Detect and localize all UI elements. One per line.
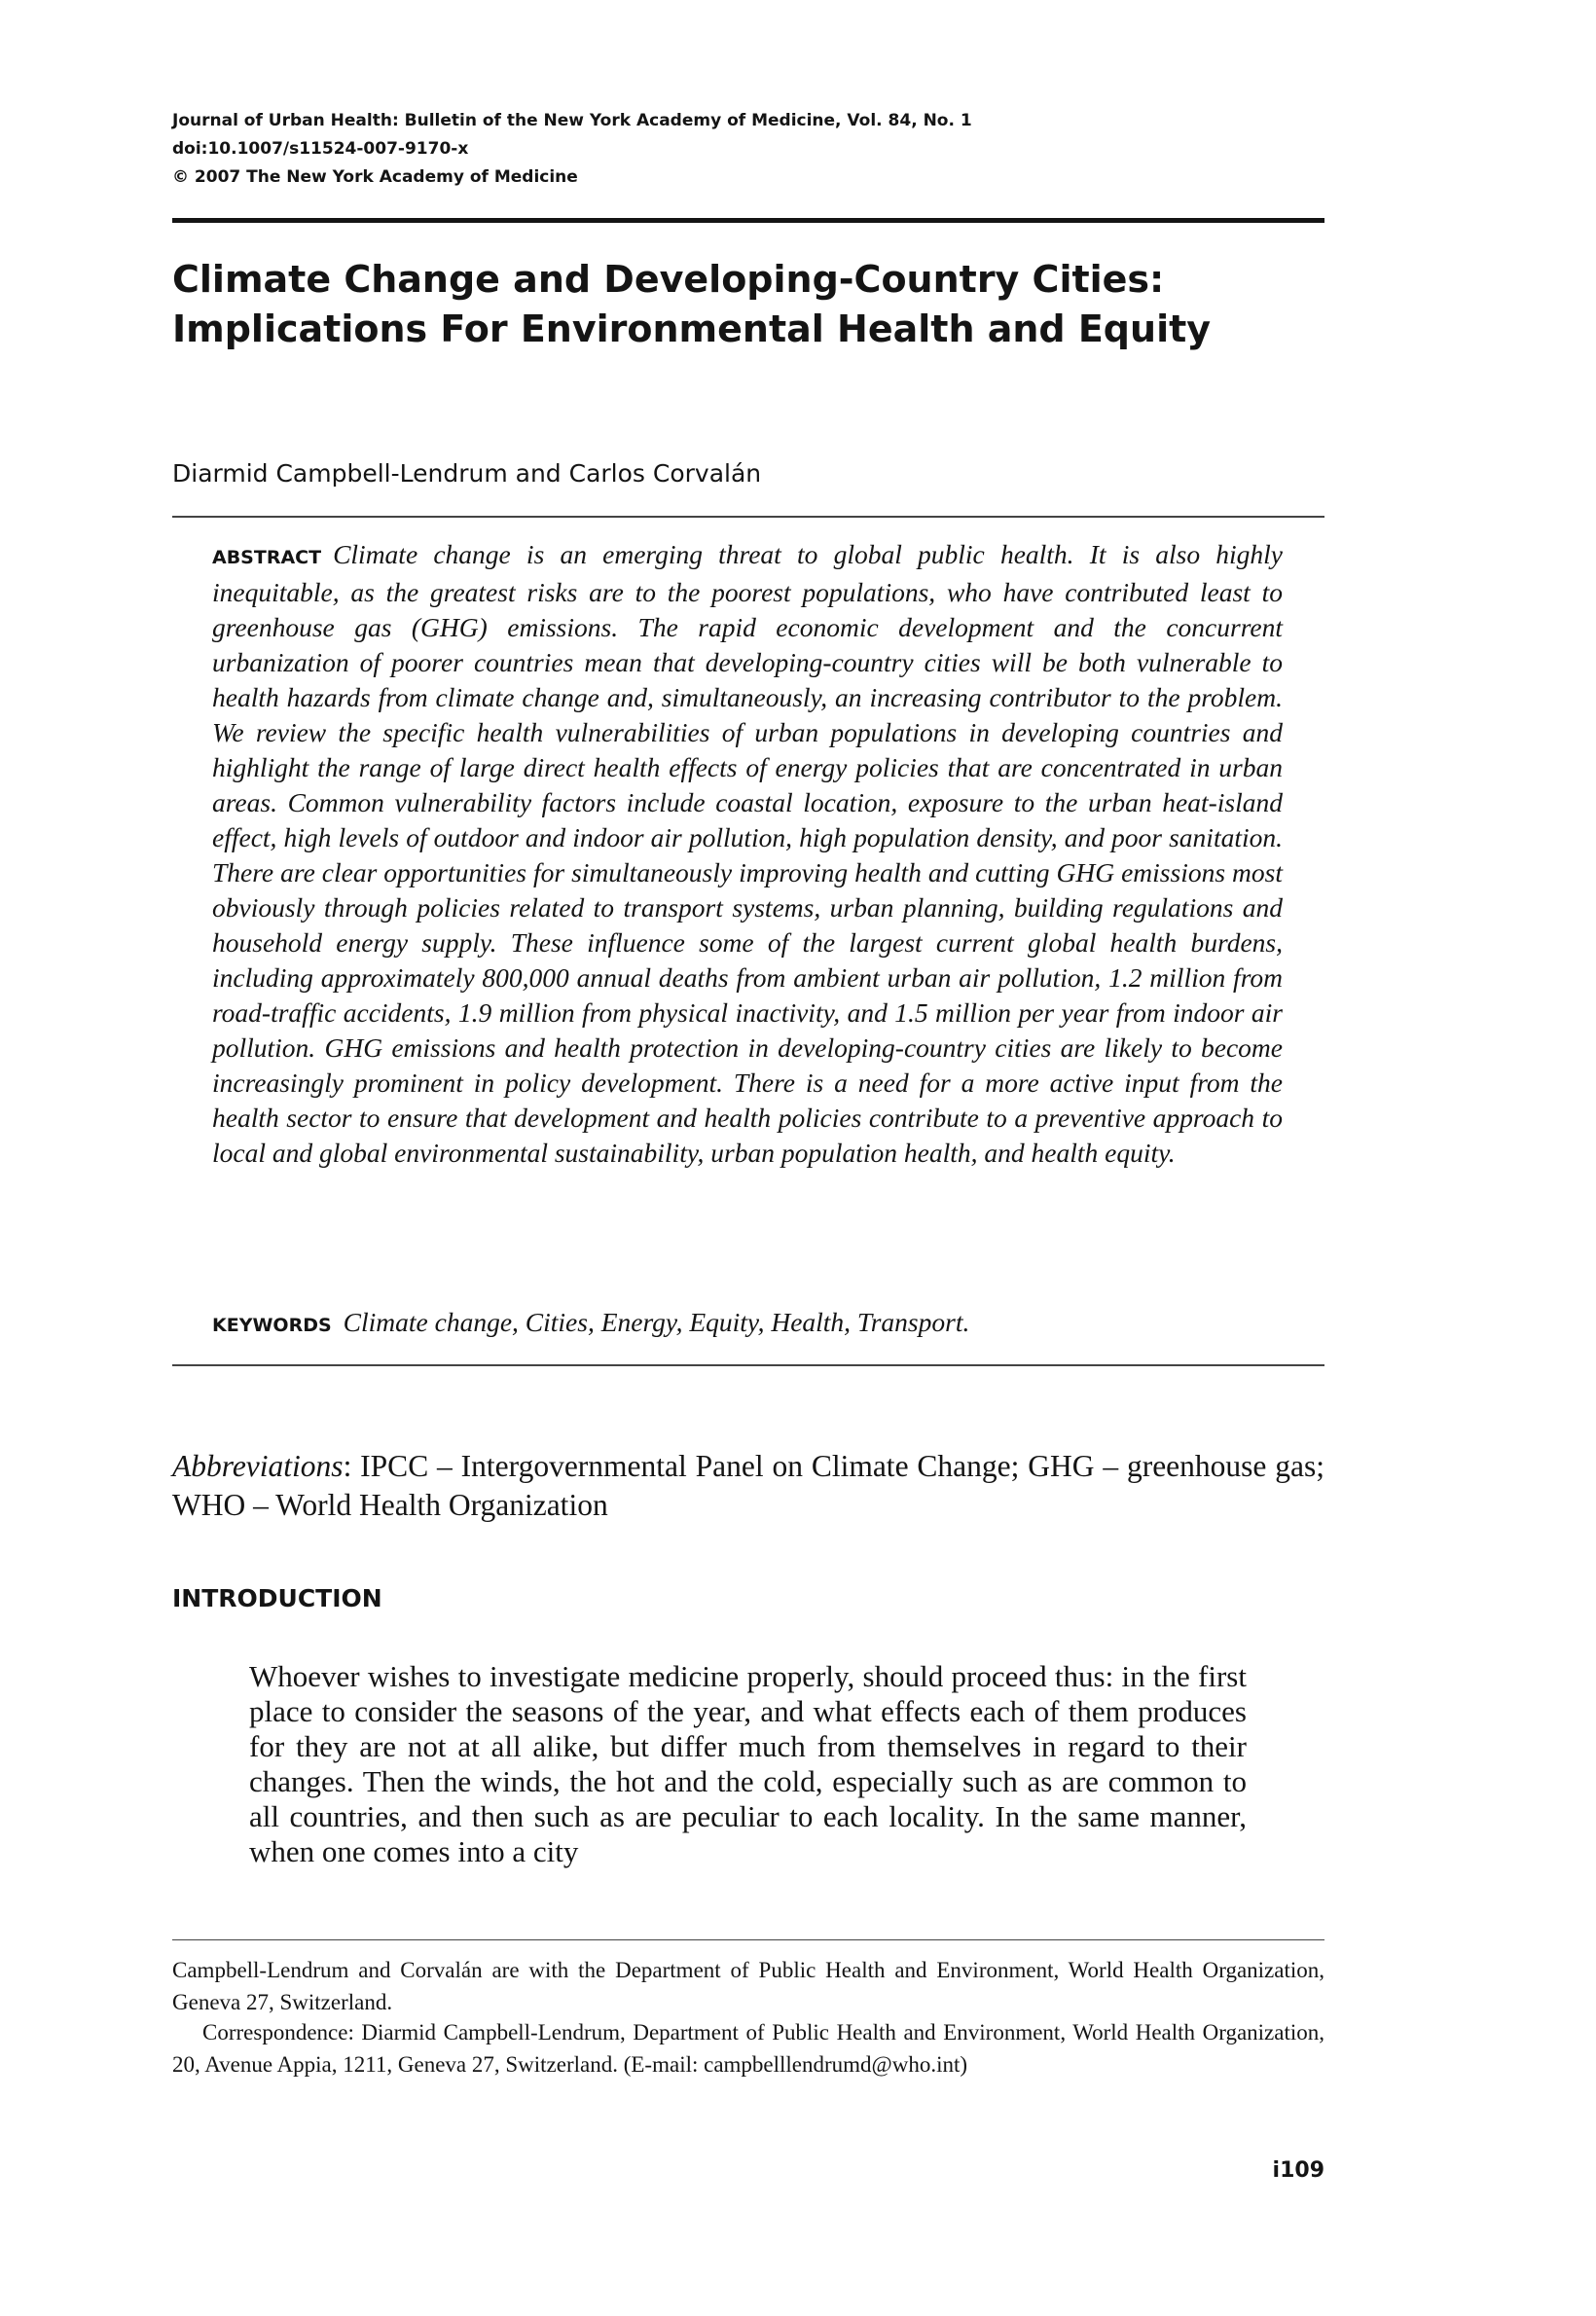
- footnote-correspondence: Correspondence: Diarmid Campbell-Lendrum, Department of Public Health and Environment, World Health Organization, 20, Avenue Appia, 1211, Geneva 27, Switzerland. (E-mail: campbelllendrumd@who.int): [172, 2020, 1324, 2077]
- abbreviations-paragraph: [172, 1447, 1324, 1525]
- keywords-text: Climate change, Cities, Energy, Equity, Health, Transport.: [343, 1307, 970, 1337]
- keywords-block: [212, 1307, 1283, 1338]
- abstract-top-rule: [172, 516, 1324, 518]
- abstract-label: ABSTRACT: [212, 547, 322, 568]
- journal-header: [172, 107, 972, 192]
- page-number: i109: [1272, 2158, 1324, 2183]
- abstract-block: [212, 537, 1283, 1171]
- title-line-2: Implications For Environmental Health and Equity: [172, 308, 1212, 350]
- doi-link[interactable]: doi:10.1007/s11524-007-9170-x: [172, 139, 469, 159]
- epigraph-quote: Whoever wishes to investigate medicine properly, should proceed thus: in the first place to consider the seasons of the year, and what effects each of them produces for they are not at all alike, but differ much from themselves in regard to their changes. Then the winds, the hot and the cold, especially such as are common to all countries, and then such as are peculiar to each locality. In the same manner, when one comes into a city: [249, 1659, 1247, 1868]
- abstract-text: Climate change is an emerging threat to global public health. It is also highly inequitable, as the greatest risks are to the poorest populations, who have contributed least to greenhouse gas (GHG) emissions. The rapid economic development and the concurrent urbanization of poorer countries mean that developing-country cities will be both vulnerable to health hazards from climate change and, simultaneously, an increasing contributor to the problem. We review the specific health vulnerabilities of urban populations in developing countries and highlight the range of large direct health effects of energy policies that are concentrated in urban areas. Common vulnerability factors include coastal location, exposure to the urban heat-island effect, high levels of outdoor and indoor air pollution, high population density, and poor sanitation. There are clear opportunities for simultaneously improving health and cutting GHG emissions most obviously through policies related to transport systems, urban planning, building regulations and household energy supply. These influence some of the largest current global health burdens, including approximately 800,000 annual deaths from ambient urban air pollution, 1.2 million from road-traffic accidents, 1.9 million from physical inactivity, and 1.5 million per year from indoor air pollution. GHG emissions and health protection in developing-country cities are likely to become increasingly prominent in policy development. There is a need for a more active input from the health sector to ensure that development and health policies contribute to a preventive approach to local and global environmental sustainability, urban population health, and health equity.: [212, 539, 1283, 1168]
- abbreviations-text: : IPCC – Intergovernmental Panel on Climate Change; GHG – greenhouse gas; WHO – World Health Organization: [172, 1449, 1324, 1522]
- title-line-1: Climate Change and Developing-Country Cities:: [172, 258, 1165, 301]
- section-heading: INTRODUCTION: [172, 1584, 382, 1612]
- footnote-rule: [172, 1939, 1324, 1940]
- article-title: [172, 255, 1324, 354]
- keywords-label: KEYWORDS: [212, 1315, 332, 1336]
- header-rule: [172, 218, 1324, 223]
- journal-citation: Journal of Urban Health: Bulletin of the New York Academy of Medicine, Vol. 84, No. 1: [172, 111, 972, 130]
- abbreviations-label: Abbreviations: [172, 1449, 344, 1483]
- abstract-bottom-rule: [172, 1364, 1324, 1366]
- copyright-notice: © 2007 The New York Academy of Medicine: [172, 167, 578, 187]
- author-list: Diarmid Campbell-Lendrum and Carlos Corvalán: [172, 459, 762, 488]
- footnote-affiliation: Campbell-Lendrum and Corvalán are with the Department of Public Health and Environment, World Health Organization, Geneva 27, Switzerland.: [172, 1958, 1324, 2014]
